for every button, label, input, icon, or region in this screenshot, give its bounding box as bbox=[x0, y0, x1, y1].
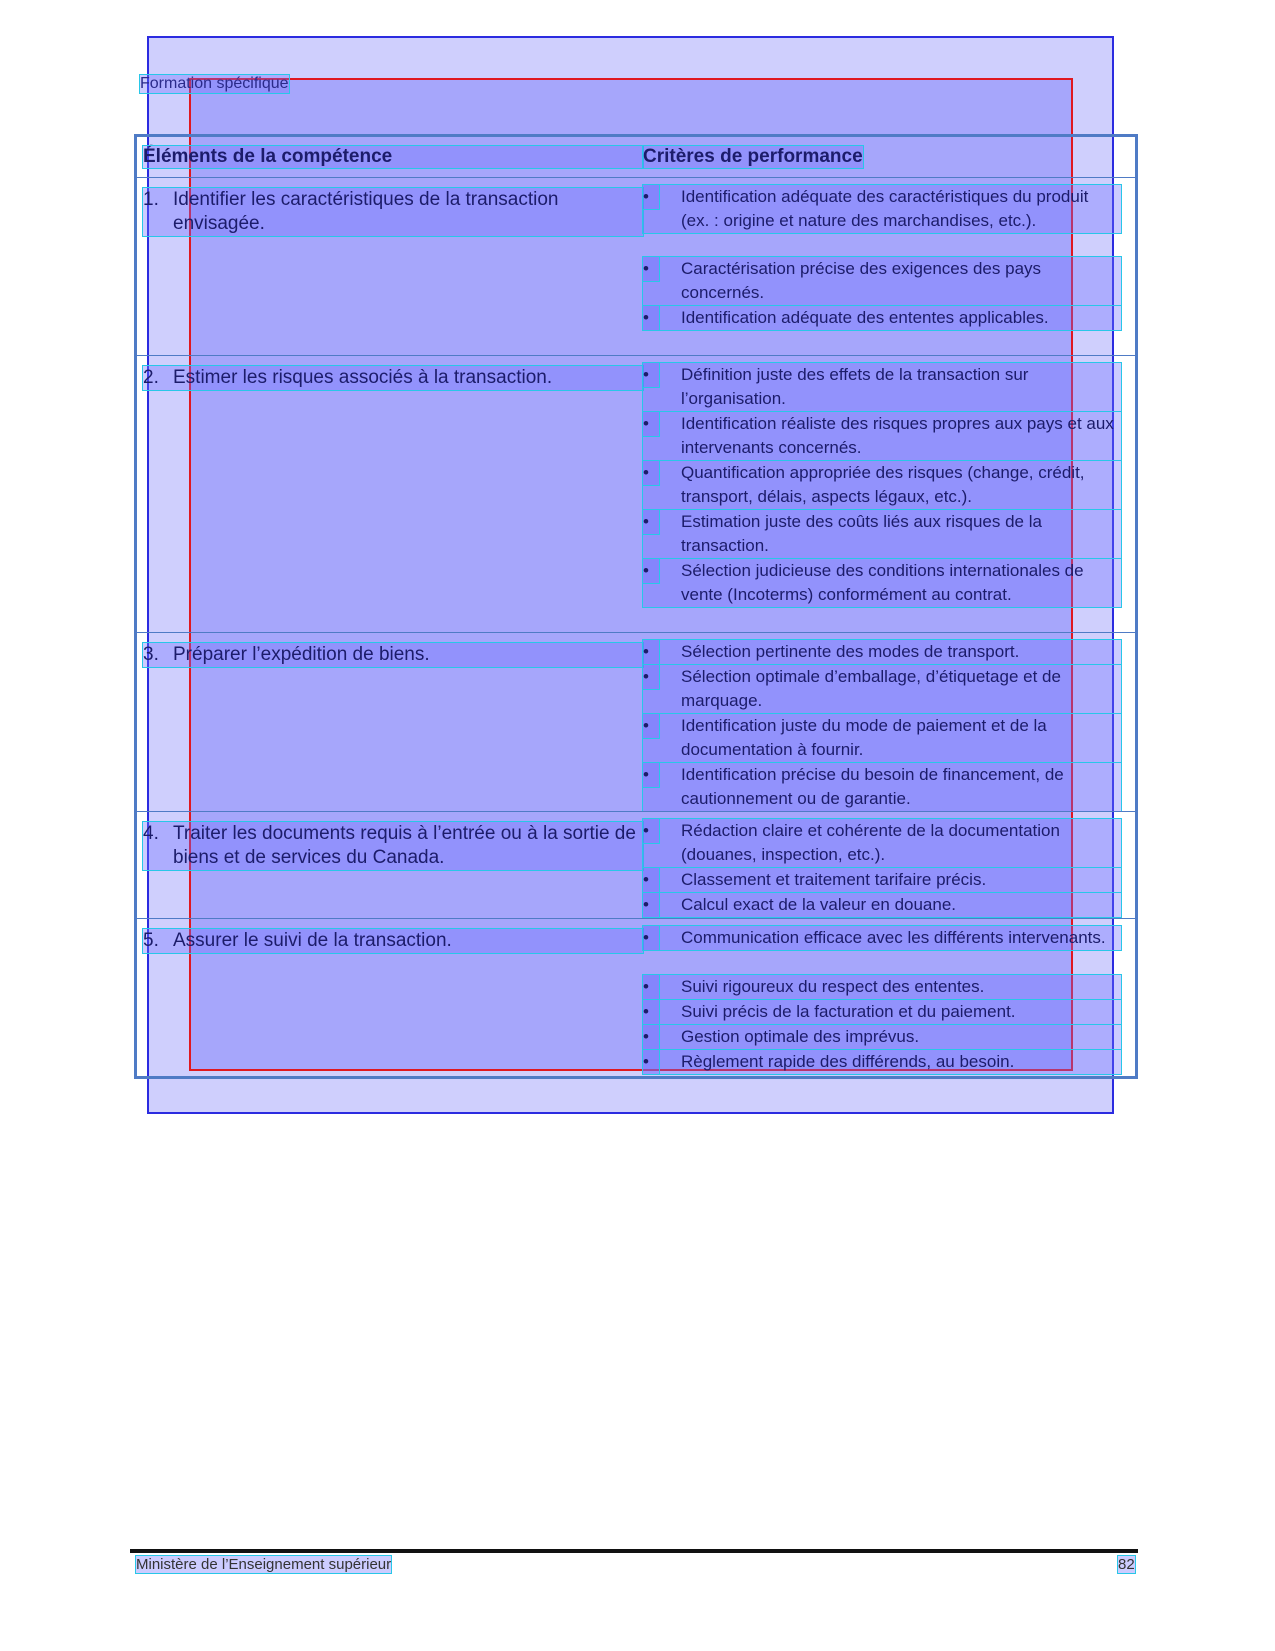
element-number: 1. bbox=[143, 189, 159, 210]
criterion-text: Estimation juste des coûts liés aux risques de la transaction. bbox=[643, 510, 1121, 558]
row-divider bbox=[134, 355, 1138, 356]
criterion bbox=[643, 975, 1121, 999]
criterion-text: Suivi rigoureux du respect des ententes. bbox=[643, 975, 1121, 999]
criterion bbox=[643, 763, 1121, 811]
bullet-icon: • bbox=[643, 510, 659, 534]
bullet-icon: • bbox=[643, 559, 659, 583]
row-divider bbox=[134, 632, 1138, 633]
criterion bbox=[643, 640, 1121, 664]
bullet-icon: • bbox=[643, 868, 659, 892]
page-number: 82 bbox=[1118, 1556, 1135, 1573]
bullet-icon: • bbox=[643, 665, 659, 689]
bullet-icon: • bbox=[643, 926, 659, 950]
element-text: Traiter les documents requis à l’entrée ou à la sortie de biens et de services du Canada. bbox=[143, 822, 643, 870]
bullet-icon: • bbox=[643, 185, 659, 209]
criterion-text: Sélection optimale d’emballage, d’étiquetage et de marquage. bbox=[643, 665, 1121, 713]
criterion bbox=[643, 714, 1121, 762]
bullet-icon: • bbox=[643, 1000, 659, 1024]
criterion bbox=[643, 306, 1121, 330]
criterion bbox=[643, 926, 1121, 950]
criterion-text: Classement et traitement tarifaire précis. bbox=[643, 868, 1121, 892]
criterion bbox=[643, 1050, 1121, 1074]
criterion-text: Identification adéquate des caractéristiques du produit (ex. : origine et nature des marchandises, etc.). bbox=[643, 185, 1121, 233]
bullet-icon: • bbox=[643, 306, 659, 330]
element-number: 3. bbox=[143, 644, 159, 665]
row-divider bbox=[134, 811, 1138, 812]
criterion bbox=[643, 363, 1121, 411]
section-title: Formation spécifique bbox=[140, 75, 289, 92]
criterion-text: Identification réaliste des risques propres aux pays et aux intervenants concernés. bbox=[643, 412, 1121, 460]
criterion bbox=[643, 893, 1121, 917]
bullet-icon: • bbox=[643, 412, 659, 436]
element-row-3 bbox=[143, 643, 643, 667]
element-number: 2. bbox=[143, 367, 159, 388]
criterion bbox=[643, 665, 1121, 713]
criterion bbox=[643, 1000, 1121, 1024]
bullet-icon: • bbox=[643, 1025, 659, 1049]
element-row-2 bbox=[143, 366, 643, 390]
criterion bbox=[643, 412, 1121, 460]
row-divider bbox=[134, 918, 1138, 919]
criterion-text: Calcul exact de la valeur en douane. bbox=[643, 893, 1121, 917]
criterion-text: Définition juste des effets de la transaction sur l’organisation. bbox=[643, 363, 1121, 411]
criterion-text: Rédaction claire et cohérente de la documentation (douanes, inspection, etc.). bbox=[643, 819, 1121, 867]
criterion bbox=[643, 510, 1121, 558]
bullet-icon: • bbox=[643, 363, 659, 387]
column-header-elements: Éléments de la compétence bbox=[143, 146, 643, 168]
bullet-icon: • bbox=[643, 975, 659, 999]
criterion-text: Caractérisation précise des exigences des pays concernés. bbox=[643, 257, 1121, 305]
criterion-text: Quantification appropriée des risques (change, crédit, transport, délais, aspects légaux, etc.). bbox=[643, 461, 1121, 509]
criterion-text: Gestion optimale des imprévus. bbox=[643, 1025, 1121, 1049]
criterion bbox=[643, 1025, 1121, 1049]
criterion bbox=[643, 819, 1121, 867]
bullet-icon: • bbox=[643, 461, 659, 485]
bullet-icon: • bbox=[643, 893, 659, 917]
criterion bbox=[643, 461, 1121, 509]
element-row-1 bbox=[143, 188, 643, 236]
header-divider bbox=[134, 177, 1138, 178]
element-text: Estimer les risques associés à la transaction. bbox=[143, 366, 643, 390]
criterion-text: Identification adéquate des ententes applicables. bbox=[643, 306, 1121, 330]
criterion-text: Suivi précis de la facturation et du paiement. bbox=[643, 1000, 1121, 1024]
bullet-icon: • bbox=[643, 819, 659, 843]
footer-rule bbox=[130, 1549, 1138, 1553]
column-header-criteria: Critères de performance bbox=[643, 146, 863, 167]
criterion-text: Sélection pertinente des modes de transport. bbox=[643, 640, 1121, 664]
element-number: 5. bbox=[143, 930, 159, 951]
bullet-icon: • bbox=[643, 714, 659, 738]
element-number: 4. bbox=[143, 823, 159, 844]
element-text: Préparer l’expédition de biens. bbox=[143, 643, 643, 667]
footer-ministry: Ministère de l’Enseignement supérieur bbox=[136, 1556, 392, 1573]
element-text: Assurer le suivi de la transaction. bbox=[143, 929, 643, 953]
element-text: Identifier les caractéristiques de la transaction envisagée. bbox=[143, 188, 643, 236]
bullet-icon: • bbox=[643, 257, 659, 281]
element-row-5 bbox=[143, 929, 643, 953]
criterion-text: Sélection judicieuse des conditions internationales de vente (Incoterms) conformément au contrat. bbox=[643, 559, 1121, 607]
criterion bbox=[643, 185, 1121, 233]
criterion bbox=[643, 257, 1121, 305]
bullet-icon: • bbox=[643, 763, 659, 787]
criterion-text: Identification précise du besoin de financement, de cautionnement ou de garantie. bbox=[643, 763, 1121, 811]
criterion bbox=[643, 559, 1121, 607]
criterion-text: Identification juste du mode de paiement et de la documentation à fournir. bbox=[643, 714, 1121, 762]
bullet-icon: • bbox=[643, 1050, 659, 1074]
element-row-4 bbox=[143, 822, 643, 870]
criterion-text: Communication efficace avec les différents intervenants. bbox=[643, 926, 1121, 950]
criterion bbox=[643, 868, 1121, 892]
bullet-icon: • bbox=[643, 640, 659, 664]
criterion-text: Règlement rapide des différends, au besoin. bbox=[643, 1050, 1121, 1074]
